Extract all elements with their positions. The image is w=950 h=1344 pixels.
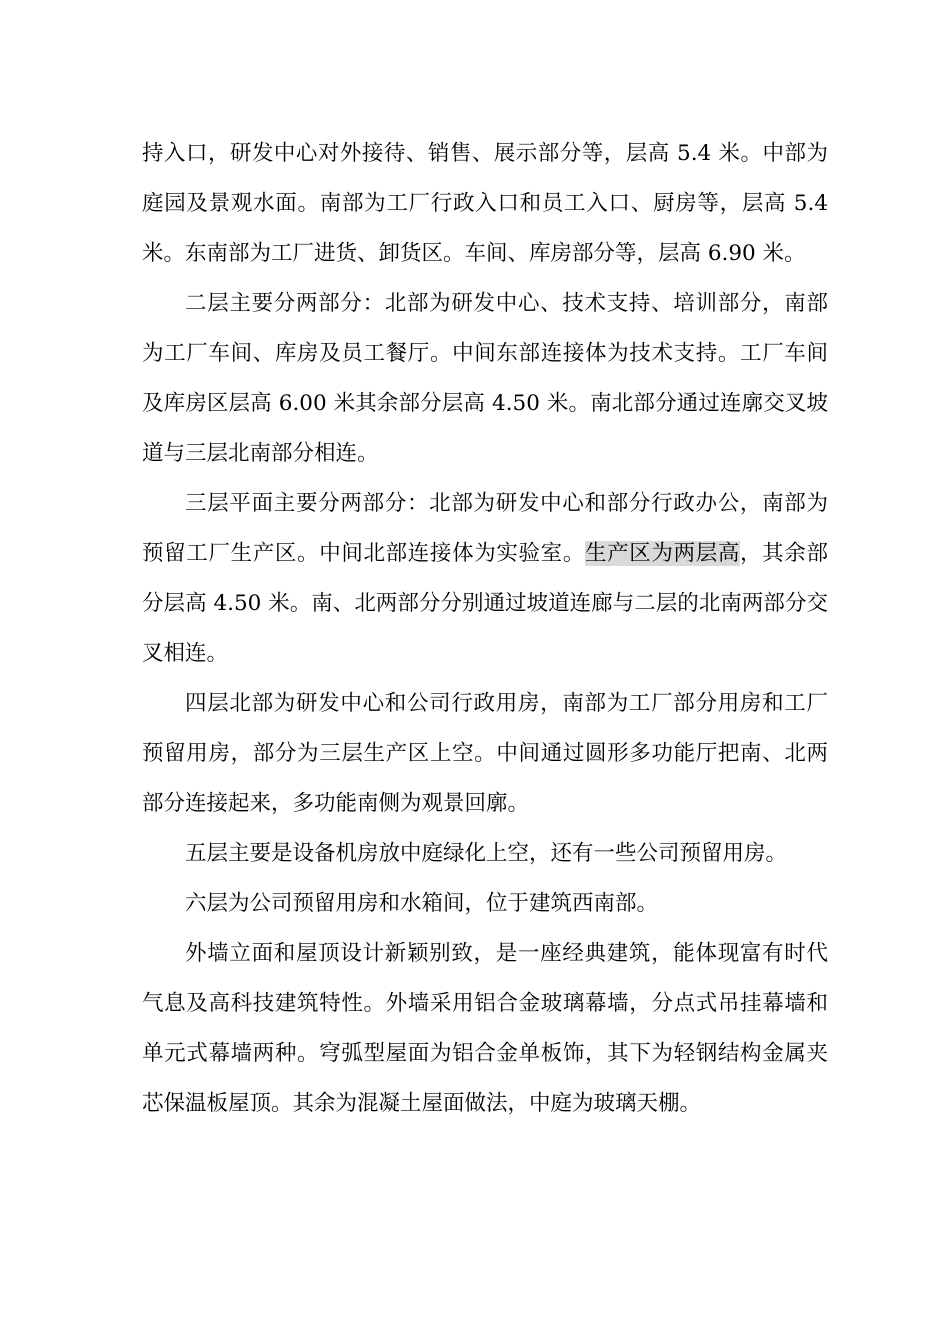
paragraph-text: 五层主要是设备机房放中庭绿化上空，还有一些公司预留用房。 [185, 841, 788, 866]
paragraph-text: 四层北部为研发中心和公司行政用房，南部为工厂部分用房和工厂预留用房，部分为三层生产区上空。中间通过圆形多功能厅把南、北两部分连接起来，多功能南侧为观景回廓。 [142, 691, 828, 816]
paragraph-3 [142, 479, 828, 679]
paragraph-2 [142, 279, 828, 479]
paragraph-text: 持入口，研发中心对外接待、销售、展示部分等，层高 5.4 米。中部为庭园及景观水面。南部为工厂行政入口和员工入口、厨房等，层高 5.4 米。东南部为工厂进货、卸货区。车间、库房部分等，层高 6.90 米。 [142, 141, 828, 266]
paragraph-text: 二层主要分两部分：北部为研发中心、技术支持、培训部分，南部为工厂车间、库房及员工餐厅。中间东部连接体为技术支持。工厂车间及库房区层高 6.00 米其余部分层高 4.50 米。南北部分通过连廓交叉坡道与三层北南部分相连。 [142, 291, 828, 466]
paragraph-6 [142, 879, 828, 929]
paragraph-text: ，其余部分层高 4.50 米。南、北两部分分别通过坡道连廊与二层的北南两部分交叉相连。 [142, 541, 828, 666]
paragraph-text: 三层平面主要分两部分：北部为研发中心和部分行政办公，南部为预留工厂生产区。中间北部连接体为实验室。 [142, 491, 828, 566]
paragraph-4 [142, 679, 828, 829]
document-page [142, 129, 828, 1129]
paragraph-5 [142, 829, 828, 879]
paragraph-text: 六层为公司预留用房和水箱间，位于建筑西南部。 [185, 891, 659, 916]
paragraph-7 [142, 929, 828, 1129]
highlighted-text: 生产区为两层高 [584, 541, 741, 566]
paragraph-1 [142, 129, 828, 279]
paragraph-text: 外墙立面和屋顶设计新颖别致，是一座经典建筑，能体现富有时代气息及高科技建筑特性。外墙采用铝合金玻璃幕墙，分点式吊挂幕墙和单元式幕墙两种。穹弧型屋面为铝合金单板饰，其下为轻钢结构金属夹芯保温板屋顶。其余为混凝土屋面做法，中庭为玻璃天棚。 [142, 941, 828, 1116]
